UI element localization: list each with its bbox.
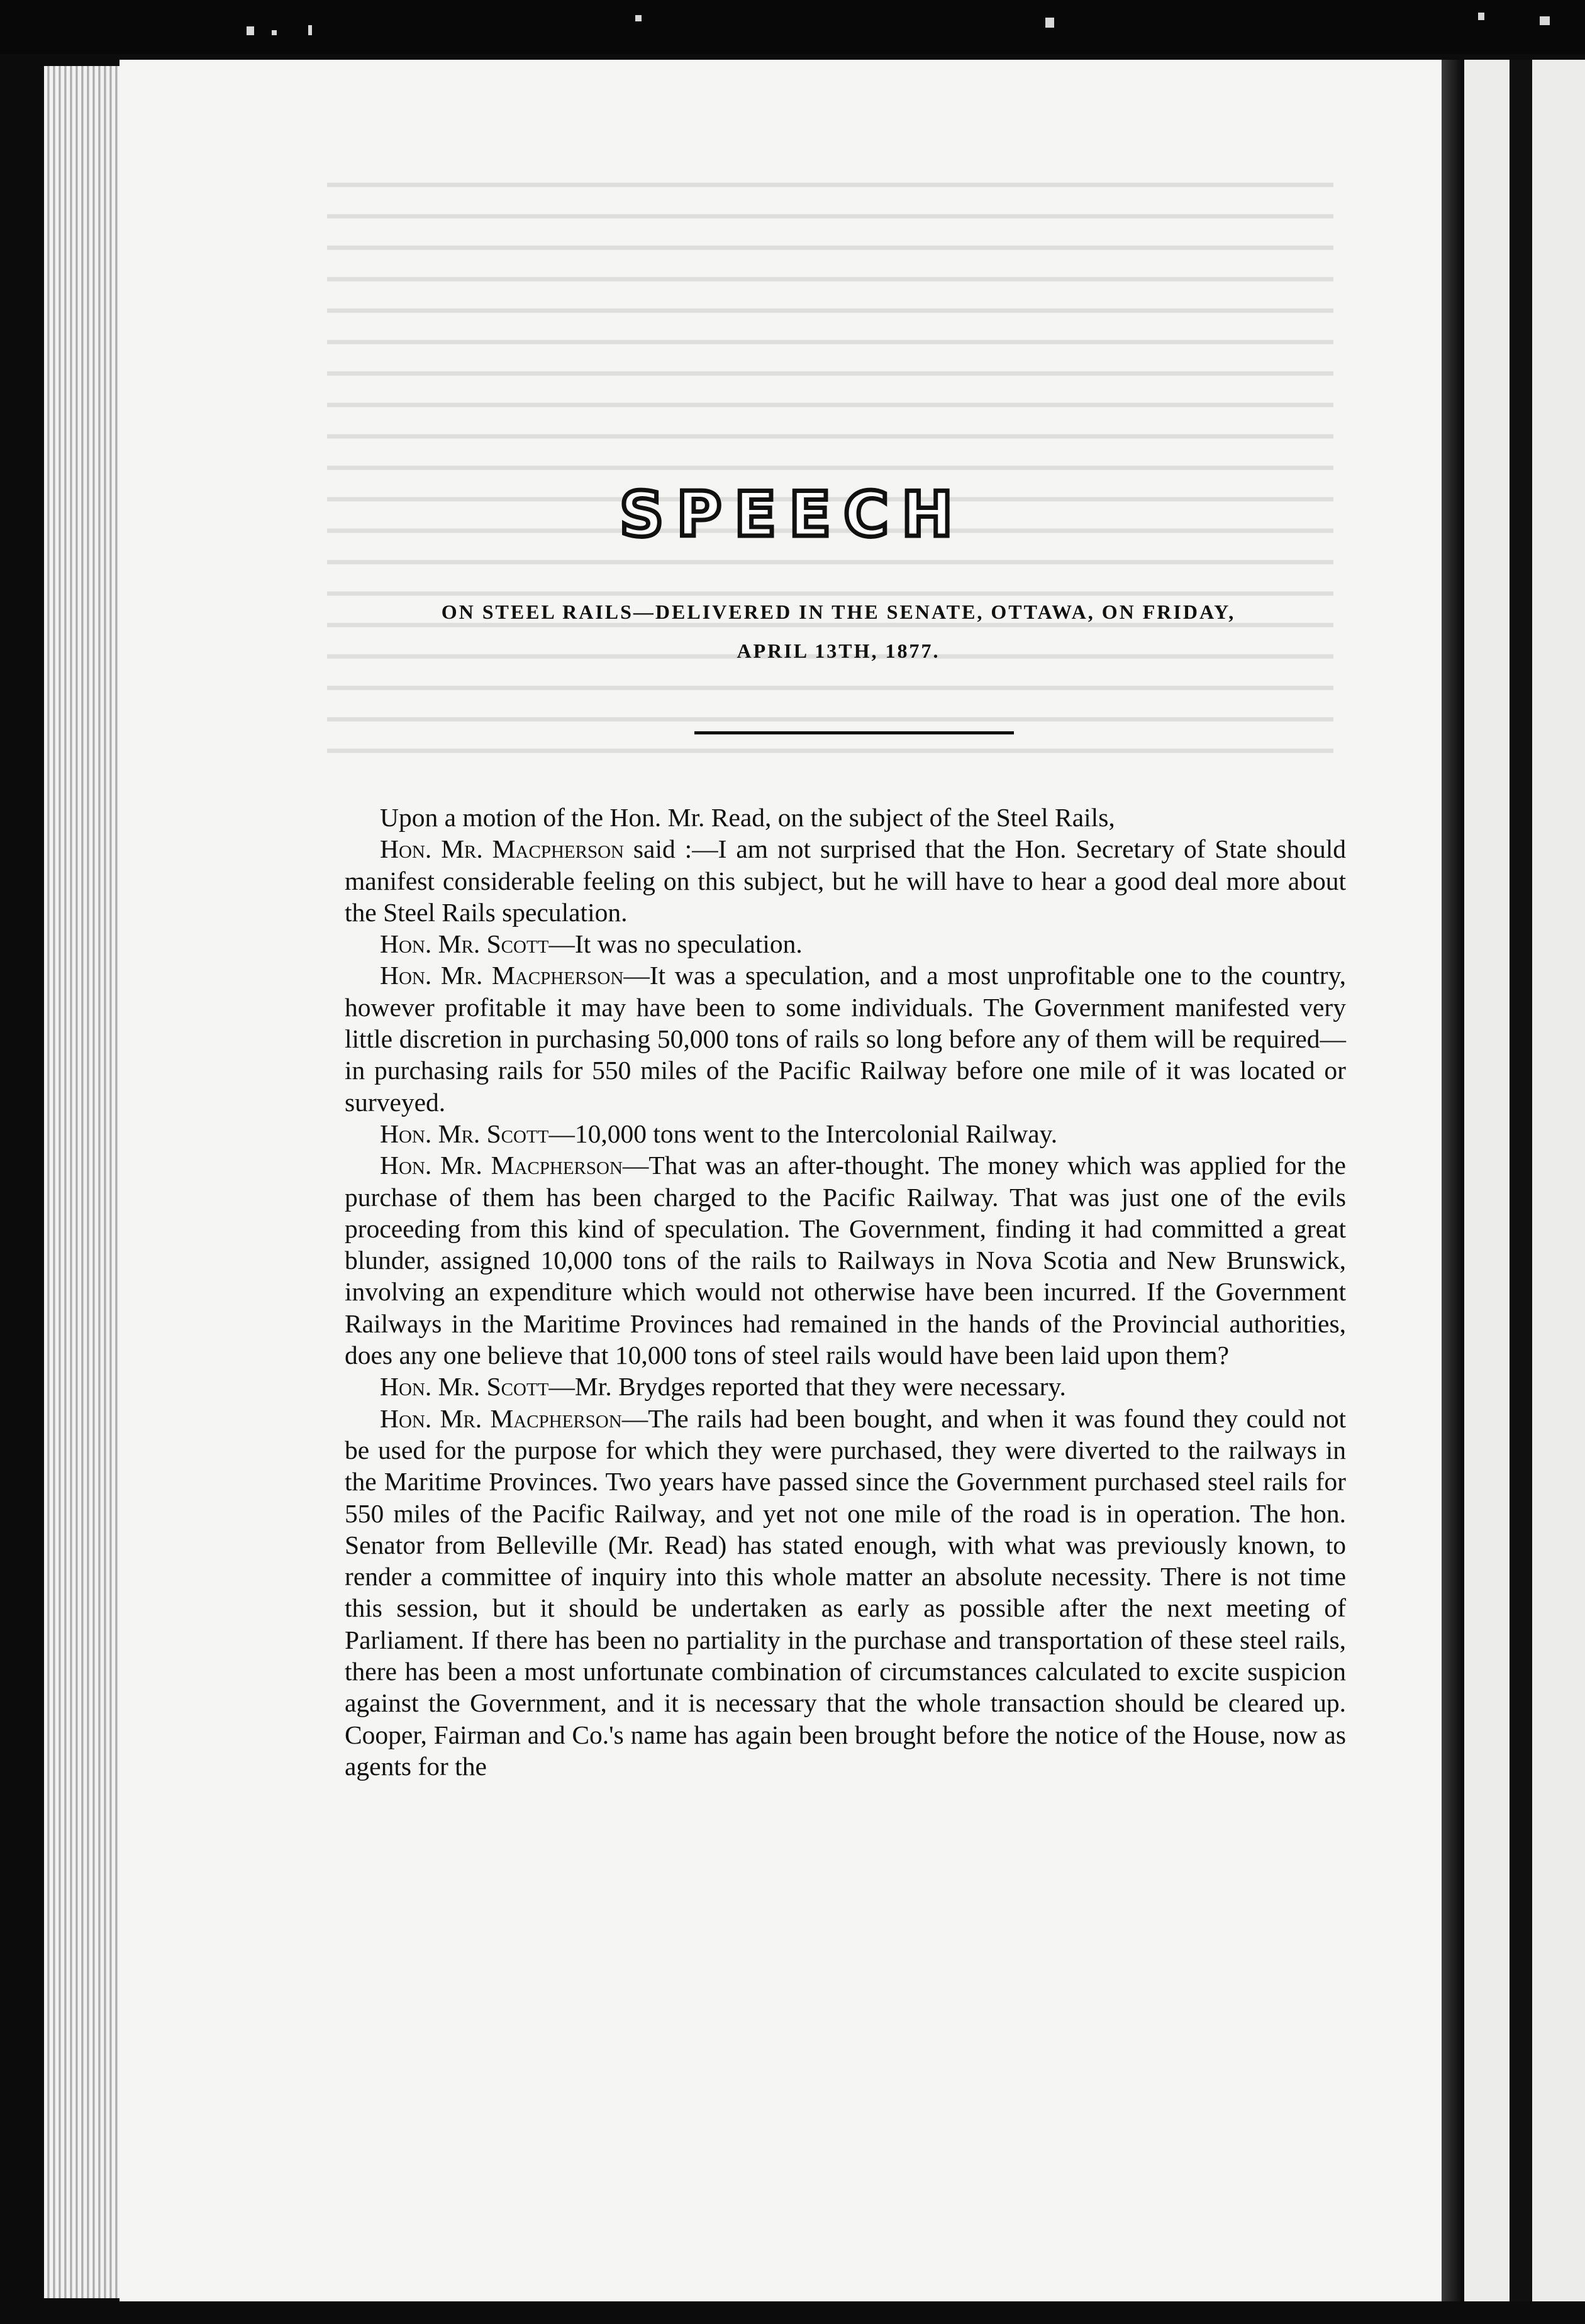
- subtitle-line-1: ON STEEL RAILS—DELIVERED IN THE SENATE, OTTAWA, ON FRIDAY,: [441, 600, 1236, 623]
- speaker-name: Hon. Mr. Macpherson: [380, 961, 624, 990]
- scan-speck: [1540, 16, 1550, 25]
- paragraph-text: said :—I am not surprised that the Hon. Secretary of State should manifest considerable feeling on this subject, but he will have to hear a good deal more about the Steel Rails speculation.: [345, 834, 1346, 927]
- speaker-name: Hon. Mr. Scott: [380, 1372, 549, 1402]
- speech-paragraph: [345, 1403, 1346, 1783]
- book-page-edges: [44, 66, 120, 2298]
- document-subtitle: [330, 592, 1347, 670]
- speech-paragraph: [345, 928, 1346, 960]
- scan-speck: [308, 25, 312, 35]
- speech-paragraph: [345, 802, 1346, 833]
- scan-speck: [1045, 18, 1054, 28]
- gutter-shadow: [1442, 60, 1463, 2301]
- speaker-name: Hon. Mr. Macpherson: [380, 834, 624, 864]
- speech-paragraph: [345, 1118, 1346, 1149]
- paragraph-text: —That was an after-thought. The money which was applied for the purchase of them has been charged to the Pacific Railway. That was just one of the evils proceeding from this kind of speculation. The Government, finding it had committed a great blunder, assigned 10,000 tons of the rails to Railways in Nova Scotia and New Brunswick, involving an expenditure which would not otherwise have been incurred. If the Government Railways in the Maritime Provinces had remained in the hands of the Provincial authorities, does any one believe that 10,000 tons of steel rails would have been laid upon them?: [345, 1151, 1346, 1370]
- scan-top-margin: [0, 0, 1585, 54]
- speech-paragraph: [345, 1149, 1346, 1371]
- scan-speck: [1478, 13, 1484, 20]
- speaker-name: Hon. Mr. Macpherson: [380, 1151, 623, 1180]
- paragraph-text: —Mr. Brydges reported that they were necessary.: [548, 1372, 1066, 1402]
- paragraph-text: —10,000 tons went to the Intercolonial Railway.: [548, 1119, 1058, 1148]
- speech-body: [345, 802, 1346, 1782]
- title-rule: [694, 731, 1014, 734]
- show-through-text: [327, 170, 1333, 780]
- scan-speck: [272, 30, 277, 35]
- paragraph-text: —It was a speculation, and a most unprofitable one to the country, however profitable it may have been to some individuals. The Government manifested very little discretion in purchasing 50,000 tons of rails so long before any of them will be required—in purchasing rails for 550 miles of the Pacific Railway before one mile of it was located or surveyed.: [345, 961, 1346, 1117]
- speech-paragraph: [345, 833, 1346, 928]
- binding-edge: [1510, 60, 1532, 2301]
- paragraph-text: —The rails had been bought, and when it was found they could not be used for the purpose for which they were purchased, they were diverted to the railways in the Maritime Provinces. Two years have passed since the Government purchased steel rails for 550 miles of the Pacific Railway, and yet not one mile of the road is in operation. The hon. Senator from Belleville (Mr. Read) has stated enough, with what was previously known, to render a committee of inquiry into this whole matter an absolute necessity. There is not time this session, but it should be undertaken as early as possible after the next meeting of Parliament. If there has been no partiality in the purchase and transportation of these steel rails, there has been a most unfortunate combination of circumstances calculated to excite suspicion against the Government, and it is necessary that the whole transaction should be cleared up. Cooper, Fairman and Co.'s name has again been brought before the notice of the House, now as agents for the: [345, 1403, 1346, 1781]
- speaker-name: Hon. Mr. Scott: [380, 929, 549, 959]
- subtitle-line-2: APRIL 13TH, 1877.: [737, 639, 940, 662]
- paragraph-text: —It was no speculation.: [548, 929, 803, 959]
- scan-speck: [635, 15, 642, 21]
- scan-speck: [247, 26, 254, 35]
- speech-paragraph: [345, 960, 1346, 1117]
- paragraph-text: Upon a motion of the Hon. Mr. Read, on the subject of the Steel Rails,: [380, 803, 1115, 832]
- speech-paragraph: [345, 1371, 1346, 1402]
- speaker-name: Hon. Mr. Scott: [380, 1119, 549, 1148]
- document-title: SPEECH: [619, 479, 966, 551]
- speaker-name: Hon. Mr. Macpherson: [380, 1403, 622, 1433]
